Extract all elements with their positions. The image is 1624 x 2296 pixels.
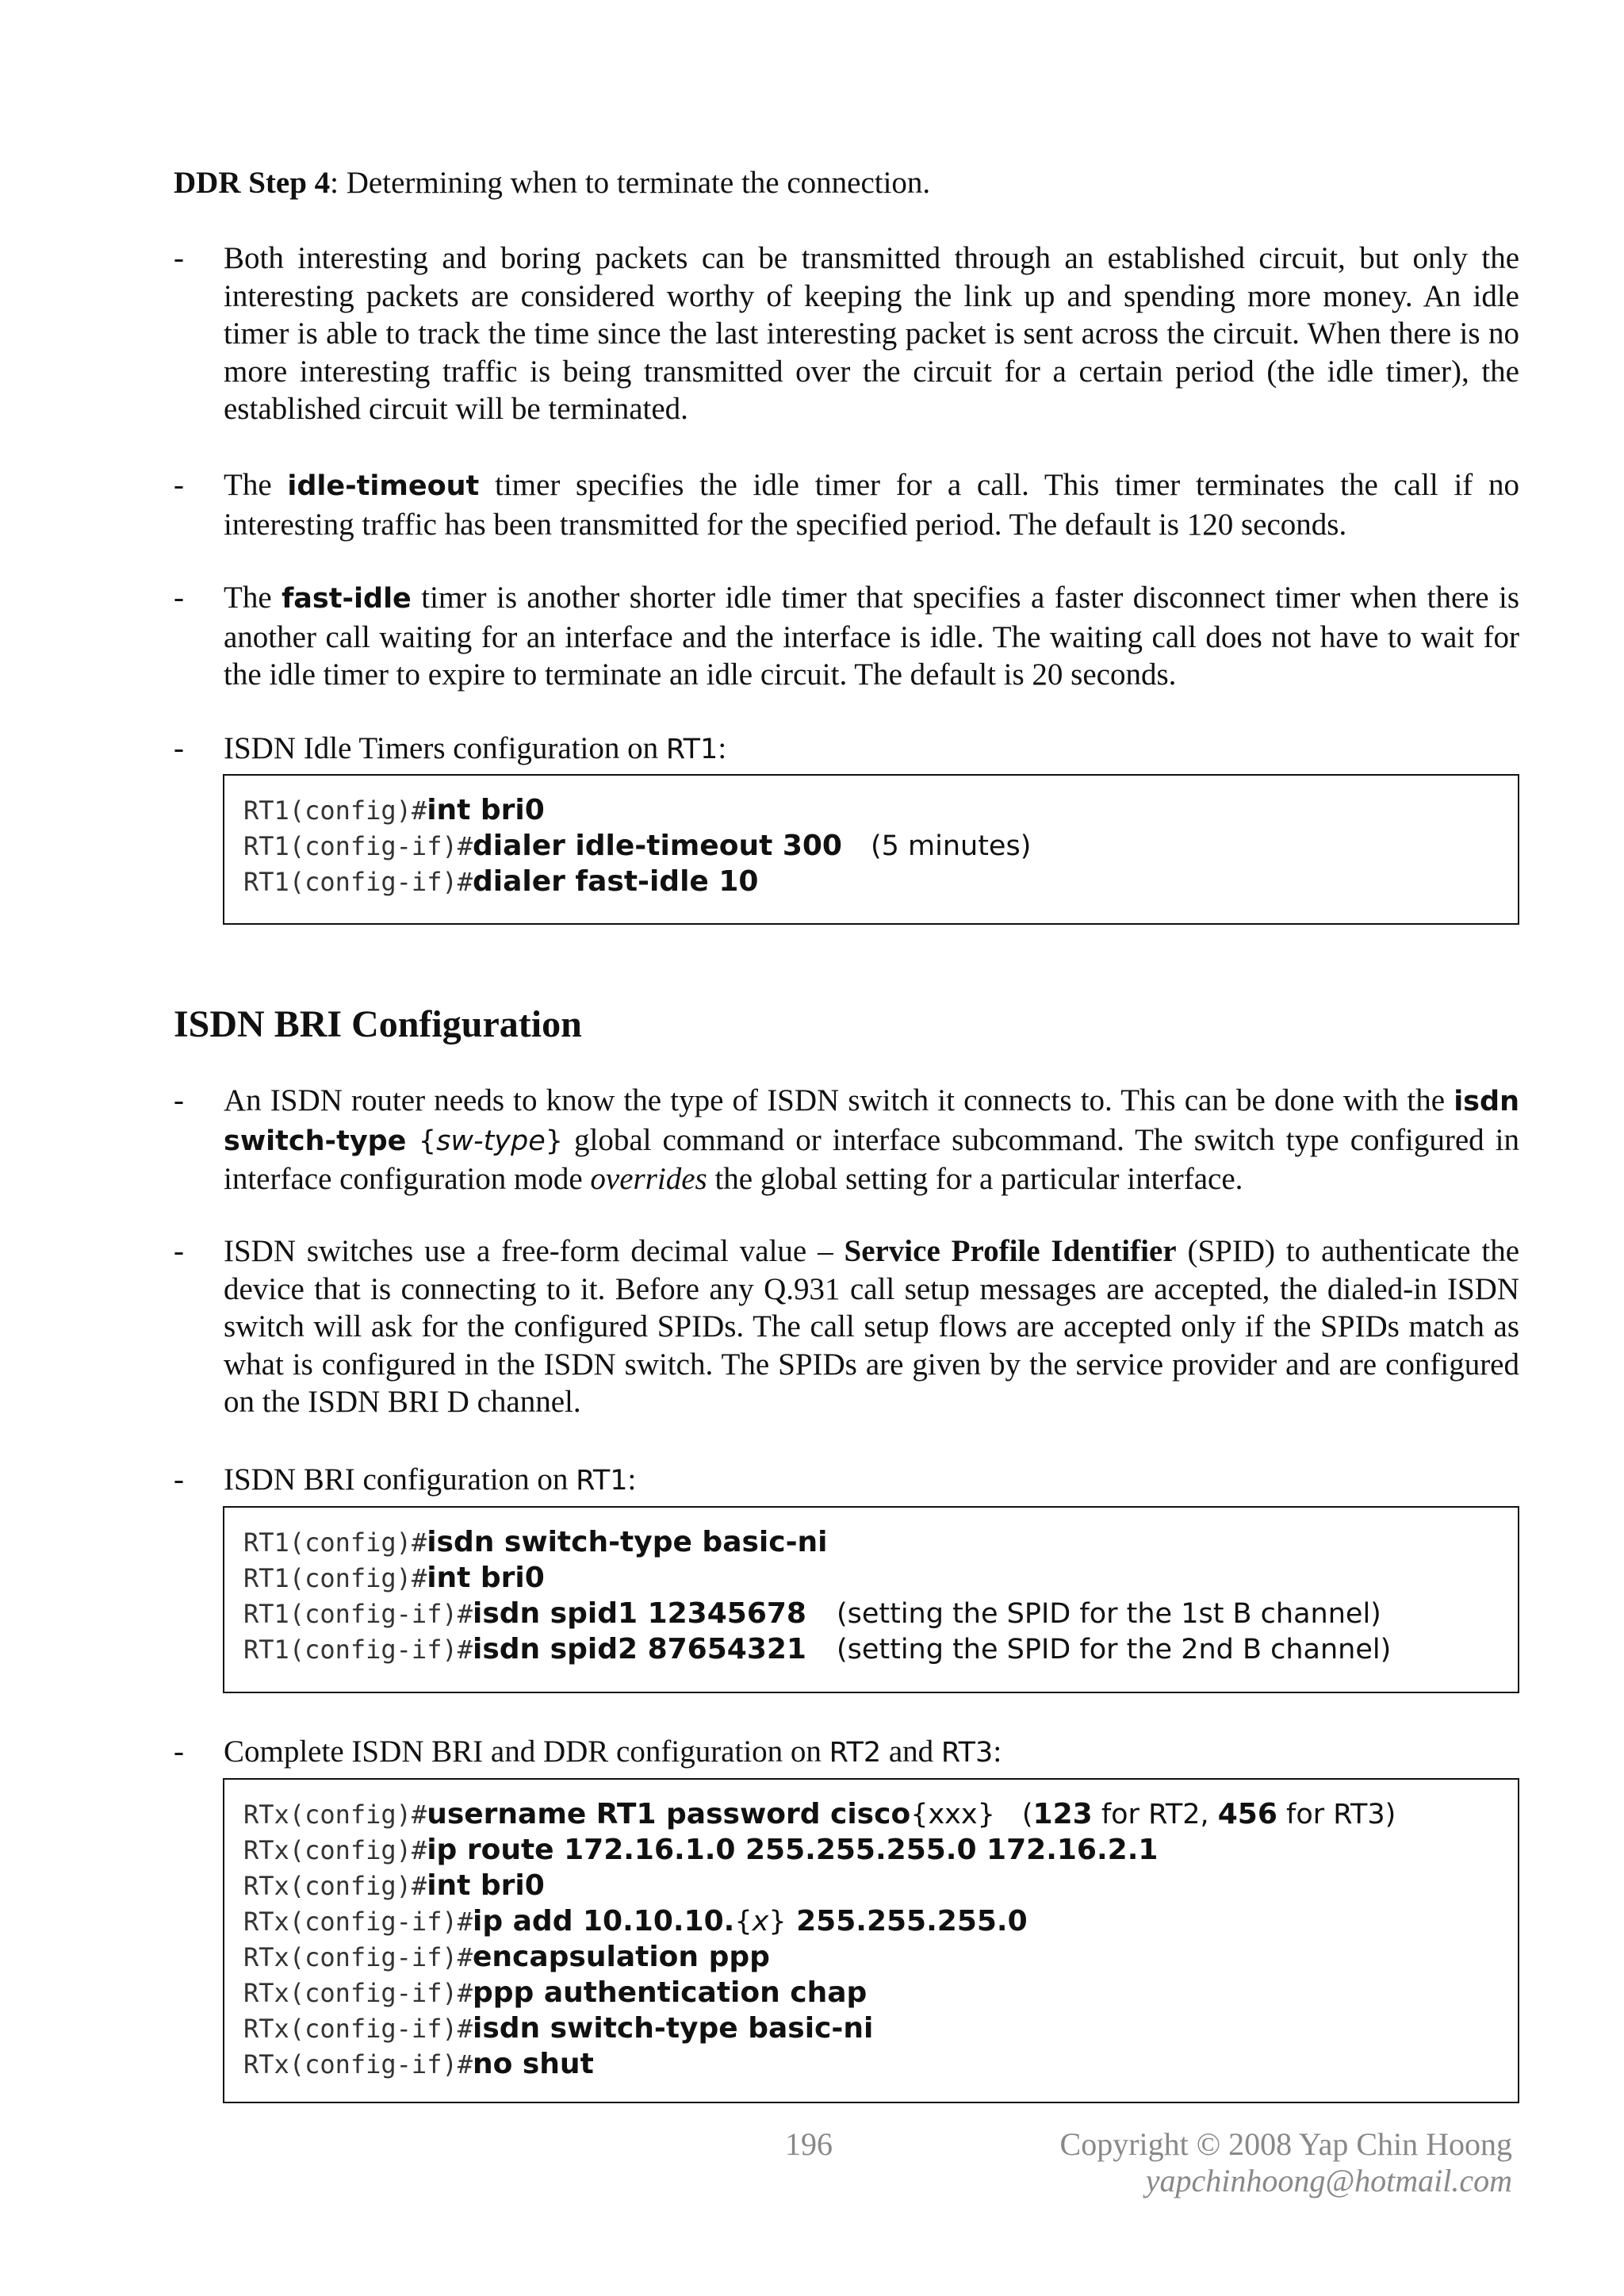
text-run: The — [224, 581, 282, 615]
cli-prompt: RT1(config)# — [243, 1527, 427, 1558]
cli-variable: { — [734, 1906, 753, 1938]
text-run: (SPID) to authenticate the device that is connecting to it. Before any Q.931 call setup messages are accepted, the dialed-in ISDN switch will ask for the configured SPIDs. The call setup flows are accepted only if the SPIDs match as what is configured in the ISDN switch. The SPIDs are given by the service provider and are configured on the ISDN BRI D channel. — [224, 1234, 1520, 1419]
cli-comment-value: 456 — [1217, 1798, 1277, 1830]
device-name: RT1 — [665, 734, 718, 765]
cli-comment: for RT3) — [1277, 1799, 1396, 1830]
cli-variable: } — [768, 1906, 787, 1938]
text-run: The — [224, 468, 288, 502]
cli-command: ip route 172.16.1.0 255.255.255.0 172.16.2.1 — [427, 1834, 1159, 1866]
cli-prompt: RT1(config)# — [243, 1563, 427, 1593]
code-line — [243, 1903, 1518, 1938]
bullet-text — [224, 1232, 1519, 1421]
text-run: and — [881, 1734, 941, 1769]
footer-email: yapchinhoong@hotmail.com — [1145, 2163, 1512, 2198]
cli-command: encapsulation ppp — [472, 1941, 770, 1973]
cli-command: 255.255.255.0 — [786, 1905, 1028, 1938]
footer-copyright: Copyright © 2008 Yap Chin Hoong — [1059, 2126, 1512, 2162]
cli-command: isdn spid1 12345678 — [472, 1597, 806, 1630]
cli-command: username RT1 password cisco — [427, 1798, 911, 1830]
cli-command: isdn spid2 87654321 — [472, 1633, 806, 1665]
bullet-dash: - — [174, 1734, 184, 1769]
cli-command: isdn switch-type basic-ni — [472, 2012, 874, 2045]
text-run: timer specifies the idle timer for a call. This timer terminates the call if no interesting traffic has been transmitted for the specified period. The default is 120 seconds. — [224, 468, 1519, 542]
code-line — [243, 863, 1518, 899]
cli-command: int bri0 — [427, 1869, 545, 1902]
cli-prompt: RTx(config)# — [243, 1800, 427, 1830]
cli-command: ppp authentication chap — [472, 1976, 868, 2009]
text-run: global command or interface subcommand. The switch type configured in interface configuration mode — [224, 1122, 1519, 1196]
cli-prompt: RTx(config-if)# — [243, 1907, 473, 1937]
bullet-text — [224, 730, 1519, 769]
code-line — [243, 2045, 1518, 2081]
cli-comment-value: 123 — [1032, 1798, 1093, 1830]
cli-comment: (setting the SPID for the 2nd B channel) — [836, 1634, 1392, 1665]
code-line — [243, 2010, 1518, 2045]
bullet-text — [224, 1082, 1519, 1198]
cli-prompt: RTx(config-if)# — [243, 2049, 473, 2079]
emphasis-overrides: overrides — [590, 1162, 707, 1196]
term-spid: Service Profile Identifier — [844, 1234, 1177, 1268]
bullet-dash: - — [174, 581, 184, 615]
bullet-dash: - — [174, 1462, 184, 1497]
bullet-text — [224, 579, 1519, 694]
text-run: ISDN switches use a free-form decimal value – — [224, 1234, 845, 1268]
text-run: the global setting for a particular interface. — [707, 1162, 1243, 1196]
cli-comment: (5 minutes) — [870, 830, 1032, 862]
device-name: RT3 — [940, 1737, 994, 1769]
cli-prompt: RTx(config-if)# — [243, 1942, 473, 1972]
code-block-bri-config — [223, 1506, 1519, 1693]
section-heading-isdn-bri: ISDN BRI Configuration — [174, 1003, 582, 1045]
command-idle-timeout: idle-timeout — [287, 470, 480, 502]
code-block-complete-config — [223, 1778, 1519, 2103]
text-run: } — [545, 1125, 564, 1157]
bullet-dash: - — [174, 1234, 184, 1268]
device-name: RT1 — [576, 1465, 628, 1497]
cli-comment: for RT2, — [1092, 1799, 1218, 1830]
cli-prompt: RTx(config)# — [243, 1835, 427, 1865]
bullet-dash: - — [174, 731, 184, 765]
cli-variable: x — [752, 1906, 769, 1938]
cli-prompt: RT1(config-if)# — [243, 1635, 473, 1665]
cli-command: int bri0 — [427, 1562, 545, 1594]
code-line — [243, 1796, 1518, 1831]
step-heading — [174, 163, 930, 204]
code-block-idle-timers — [223, 774, 1519, 925]
code-line — [243, 1974, 1518, 2010]
page-number: 196 — [785, 2126, 833, 2162]
bullet-dash: - — [174, 468, 184, 502]
cli-prompt: RTx(config-if)# — [243, 1978, 473, 2008]
cli-command: isdn switch-type basic-ni — [427, 1526, 828, 1558]
command-fast-idle: fast-idle — [282, 583, 412, 615]
text-run: ISDN BRI configuration on — [224, 1462, 576, 1497]
text-run: Complete ISDN BRI and DDR configuration on — [224, 1734, 829, 1769]
text-run: ISDN Idle Timers configuration on — [224, 731, 666, 765]
cli-prompt: RT1(config-if)# — [243, 831, 473, 861]
cli-variable: {xxx} — [910, 1799, 995, 1830]
cli-prompt: RT1(config-if)# — [243, 1599, 473, 1629]
cli-comment: ( — [1021, 1799, 1033, 1830]
code-line — [243, 1595, 1518, 1631]
bullet-text — [224, 1733, 1519, 1773]
code-line — [243, 1559, 1518, 1595]
code-line — [243, 1831, 1518, 1867]
text-run: timer is another shorter idle timer that specifies a faster disconnect timer when there is another call waiting for an interface and the interface is idle. The waiting call does not have to wait for the idle timer to expire to terminate an idle circuit. The default is 20 seconds. — [224, 581, 1519, 692]
cli-command: ip add 10.10.10. — [472, 1905, 735, 1938]
code-line — [243, 1938, 1518, 1974]
command-argument: sw-type — [436, 1125, 546, 1157]
cli-prompt: RTx(config)# — [243, 1871, 427, 1901]
bullet-dash: - — [174, 241, 184, 275]
code-line — [243, 1631, 1518, 1666]
text-run: : — [993, 1734, 1002, 1769]
cli-prompt: RTx(config-if)# — [243, 2014, 473, 2044]
command-isdn-switch-type: isdn switch-type — [224, 1086, 1519, 1157]
cli-command: dialer idle-timeout 300 — [472, 830, 842, 862]
step-label: DDR Step 4 — [174, 166, 331, 200]
bullet-text — [224, 466, 1519, 543]
text-run: { — [406, 1125, 437, 1157]
code-line — [243, 827, 1518, 863]
cli-prompt: RT1(config-if)# — [243, 867, 473, 897]
code-line — [243, 1524, 1518, 1559]
cli-prompt: RT1(config)# — [243, 795, 427, 826]
text-run: : — [718, 731, 727, 765]
bullet-text — [224, 1461, 1519, 1501]
code-line — [243, 1867, 1518, 1903]
cli-command: int bri0 — [427, 794, 545, 826]
code-line — [243, 792, 1518, 827]
cli-comment: (setting the SPID for the 1st B channel) — [836, 1598, 1381, 1630]
text-run: An ISDN router needs to know the type of ISDN switch it connects to. This can be done with the — [224, 1083, 1454, 1117]
cli-command: dialer fast-idle 10 — [472, 865, 759, 898]
bullet-text: Both interesting and boring packets can be transmitted through an established circuit, but only the interesting packets are considered worthy of keeping the link up and spending more money. An idle timer is able to track the time since the last interesting packet is sent across the circuit. When there is no more interesting traffic is being transmitted over the circuit for a certain period (the idle timer), the established circuit will be terminated. — [224, 241, 1519, 426]
device-name: RT2 — [829, 1737, 882, 1769]
cli-command: no shut — [472, 2048, 594, 2080]
step-description: : Determining when to terminate the connection. — [330, 166, 931, 200]
text-run: : — [627, 1462, 637, 1497]
bullet-dash: - — [174, 1083, 184, 1117]
